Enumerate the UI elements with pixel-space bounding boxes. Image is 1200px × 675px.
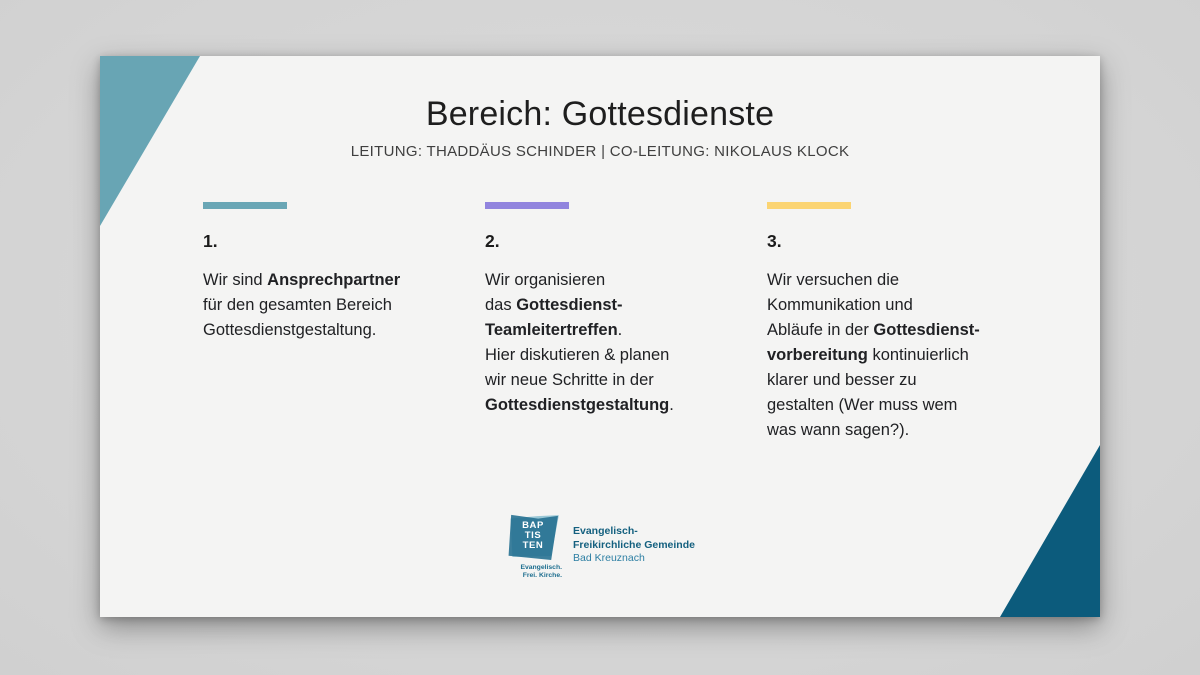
org-name-line: Evangelisch- bbox=[573, 525, 638, 537]
logo-wordmark-line: TIS bbox=[524, 530, 542, 541]
footer-logo-group bbox=[504, 513, 695, 579]
logo-wordmark-line: TEN bbox=[522, 540, 544, 551]
column-accent-bar bbox=[485, 202, 569, 209]
bottom-right-accent-triangle bbox=[1000, 445, 1100, 617]
slide-canvas bbox=[100, 56, 1100, 617]
baptisten-logo bbox=[504, 513, 562, 579]
column-text: Wir organisieren das Gottesdienst- Teamleitertreffen. Hier diskutieren & planen wir neue Schritte in der Gottesdienstgestaltung. bbox=[485, 271, 674, 414]
baptisten-logo-icon bbox=[507, 513, 559, 560]
slide-subtitle: LEITUNG: THADDÄUS SCHINDER | CO-LEITUNG: NIKOLAUS KLOCK bbox=[350, 143, 850, 160]
column-number: 1. bbox=[203, 231, 218, 251]
slide-title: Bereich: Gottesdienste bbox=[425, 95, 775, 133]
column-accent-bar bbox=[767, 202, 851, 209]
column-number: 2. bbox=[485, 231, 500, 251]
column-text: Wir versuchen die Kommunikation und Abläufe in der Gottesdienst- vorbereitung kontinuierlich klarer und besser zu gestalten (Wer muss wem was wann sagen?). bbox=[767, 271, 980, 439]
column-number: 3. bbox=[767, 231, 782, 251]
logo-tagline bbox=[504, 564, 562, 579]
org-name-line: Freikirchliche Gemeinde bbox=[573, 538, 695, 551]
logo-tagline-line: Frei. Kirche. bbox=[522, 571, 562, 579]
column-1 bbox=[203, 202, 443, 343]
logo-wordmark-line: BAP bbox=[522, 520, 544, 531]
column-text: Wir sind Ansprechpartner für den gesamten Bereich Gottesdienstgestaltung. bbox=[203, 271, 401, 339]
column-accent-bar bbox=[203, 202, 287, 209]
logo-tagline-line: Evangelisch. bbox=[520, 564, 562, 571]
organization-name bbox=[573, 513, 695, 566]
top-left-accent-triangle bbox=[100, 56, 200, 226]
logo-wordmark bbox=[507, 513, 559, 560]
org-city-line: Bad Kreuznach bbox=[573, 552, 645, 564]
column-2 bbox=[485, 202, 725, 418]
column-3 bbox=[767, 202, 1007, 443]
